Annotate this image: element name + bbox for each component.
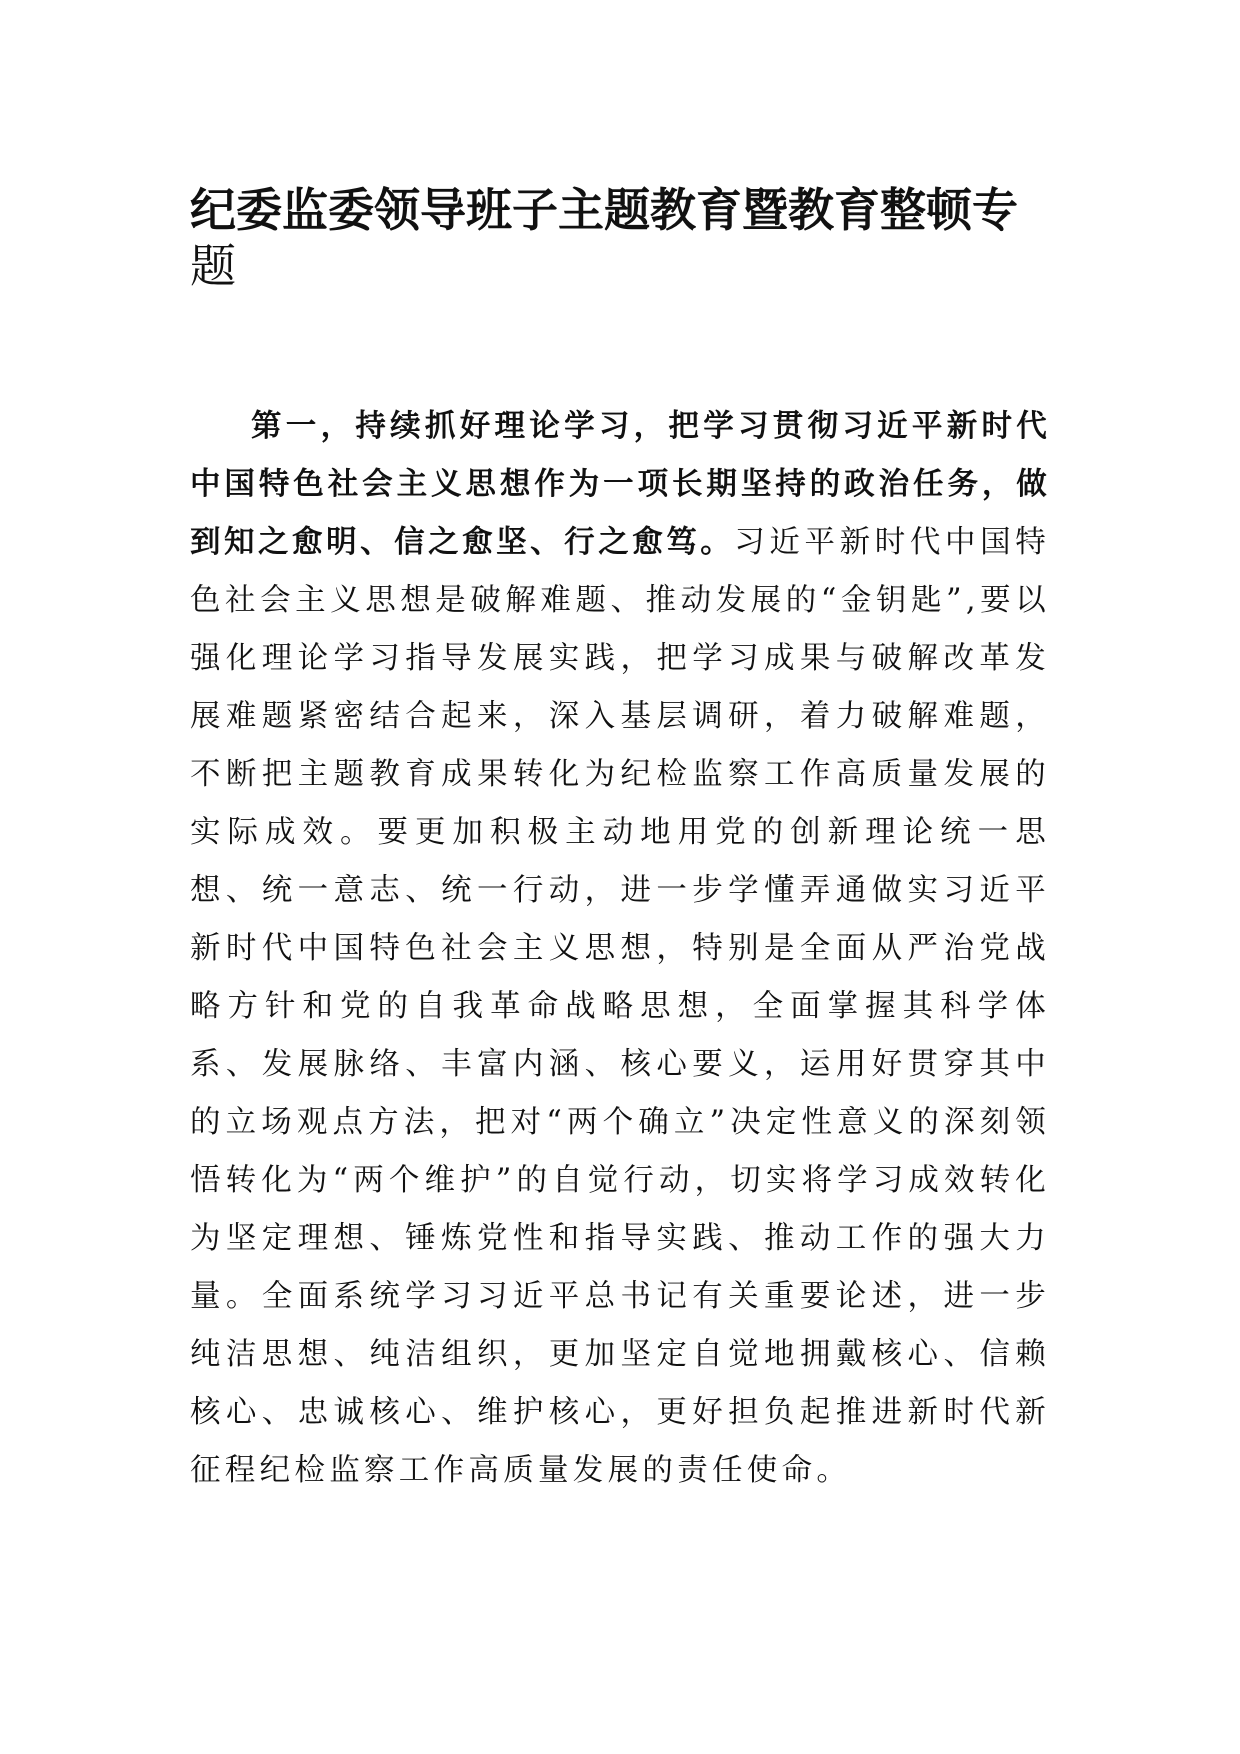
paragraph-lead-bold: 第一，持续抓好理论学习，把学习贯彻习近平新时代中国特色社会主义思想作为一项长期坚持的政治任务，做到知之愈明、信之愈坚、行之愈笃。 bbox=[190, 409, 1050, 560]
paragraph-body: 习近平新时代中国特色社会主义思想是破解难题、推动发展的“金钥匙”,要以强化理论学习指导发展实践，把学习成果与破解改革发展难题紧密结合起来，深入基层调研，着力破解难题，不断把主题教育成果转化为纪检监察工作高质量发展的实际成效。要更加积极主动地用党的创新理论统一思想、统一意志、统一行动，进一步学懂弄通做实习近平新时代中国特色社会主义思想，特别是全面从严治党战略方针和党的自我革命战略思想，全面掌握其科学体系、发展脉络、丰富内涵、核心要义，运用好贯穿其中的立场观点方法，把对“两个确立”决定性意义的深刻领悟转化为“两个维护”的自觉行动，切实将学习成效转化为坚定理想、锤炼党性和指导实践、推动工作的强大力量。全面系统学习习近平总书记有关重要论述，进一步纯洁思想、纯洁组织，更加坚定自觉地拥戴核心、信赖核心、忠诚核心、维护核心，更好担负起推进新时代新征程纪检监察工作高质量发展的责任使命。 bbox=[190, 525, 1050, 1488]
body-paragraph bbox=[190, 398, 1050, 1500]
title-line-1: 纪委监委领导班子主题教育暨教育整顿专 bbox=[190, 183, 1018, 237]
title-line-2: 题 bbox=[190, 239, 236, 293]
document-title bbox=[190, 182, 1070, 294]
